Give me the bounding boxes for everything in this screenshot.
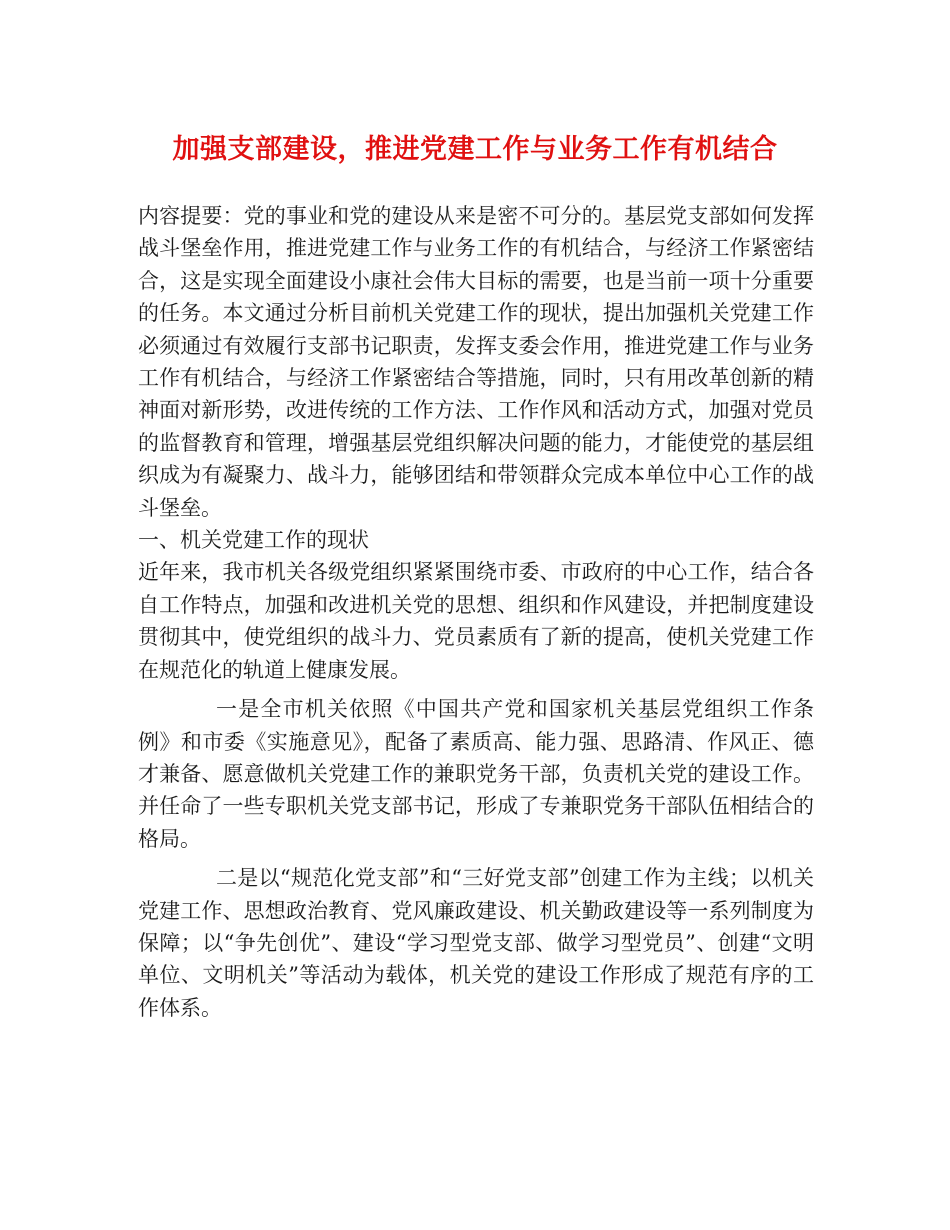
document-title: 加强支部建设，推进党建工作与业务工作有机结合 [172,134,778,165]
document-body [138,200,814,1024]
body-paragraph: 一是全市机关依照《中国共产党和国家机关基层党组织工作条例》和市委《实施意见》，配备了素质高、能力强、思路清、作风正、德才兼备、愿意做机关党建工作的兼职党务干部，负责机关党的建设工作。并任命了一些专职机关党支部书记，形成了专兼职党务干部队伍相结合的格局。 [138,697,814,851]
abstract-paragraph: 内容提要：党的事业和党的建设从来是密不可分的。基层党支部如何发挥战斗堡垒作用，推进党建工作与业务工作的有机结合，与经济工作紧密结合，这是实现全面建设小康社会伟大目标的需要，也是当前一项十分重要的任务。本文通过分析目前机关党建工作的现状，提出加强机关党建工作必须通过有效履行支部书记职责，发挥支委会作用，推进党建工作与业务工作有机结合，与经济工作紧密结合等措施，同时，只有用改革创新的精神面对新形势，改进传统的工作方法、工作作风和活动方式，加强对党员的监督教育和管理，增强基层党组织解决问题的能力，才能使党的基层组织成为有凝聚力、战斗力，能够团结和带领群众完成本单位中心工作的战斗堡垒。 [138,204,814,520]
body-paragraph: 二是以“规范化党支部”和“三好党支部”创建工作为主线；以机关党建工作、思想政治教育、党风廉政建设、机关勤政建设等一系列制度为保障；以“争先创优”、建设“学习型党支部、做学习型党员”、创建“文明单位、文明机关”等活动为载体，机关党的建设工作形成了规范有序的工作体系。 [138,866,814,1020]
section-heading: 一、机关党建工作的现状 [138,528,369,553]
body-paragraph: 近年来，我市机关各级党组织紧紧围绕市委、市政府的中心工作，结合各自工作特点，加强和改进机关党的思想、组织和作风建设，并把制度建设贯彻其中，使党组织的战斗力、党员素质有了新的提高，使机关党建工作在规范化的轨道上健康发展。 [138,560,814,682]
